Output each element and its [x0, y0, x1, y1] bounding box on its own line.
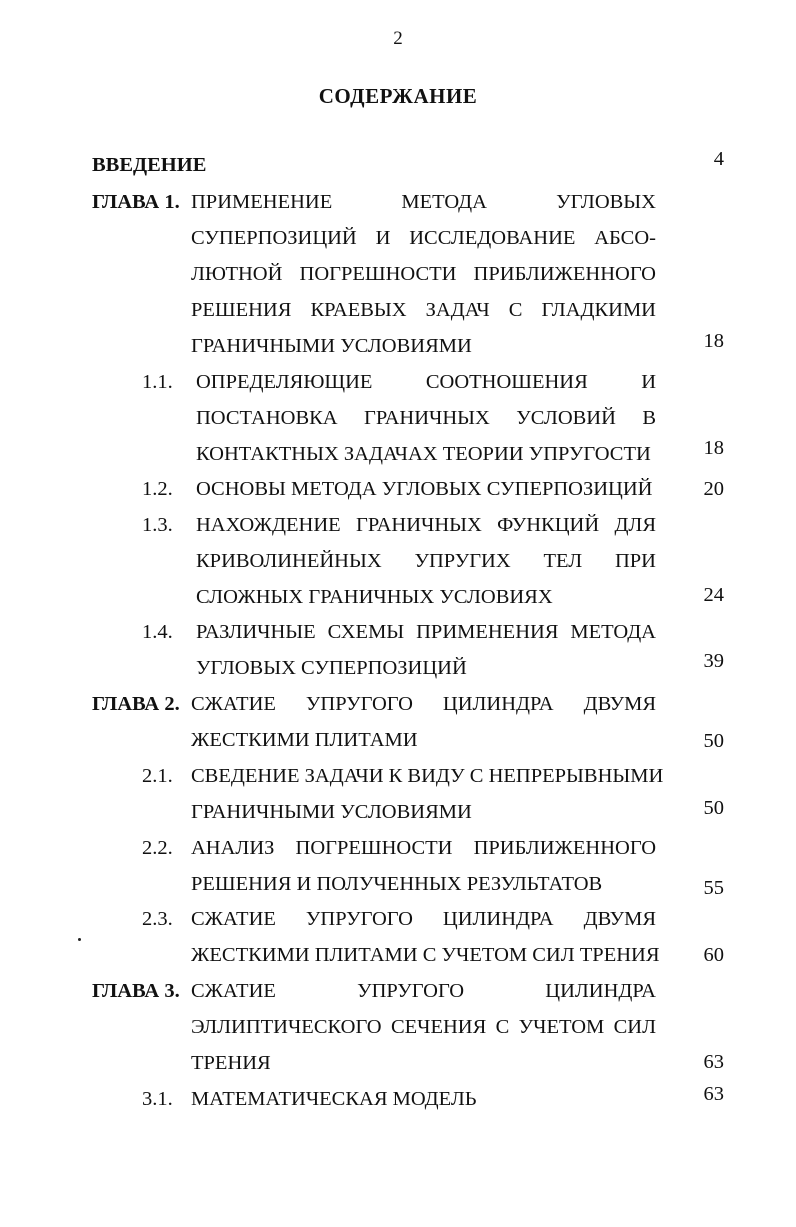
chapter-2-title-line: ЖЕСТКИМИ ПЛИТАМИ [191, 729, 418, 751]
chapter-1-title-line: СУПЕРПОЗИЦИЙ И ИССЛЕДОВАНИЕ АБСО- [191, 227, 656, 249]
chapter-3-title-line: СЖАТИЕ УПРУГОГО ЦИЛИНДРА [191, 980, 656, 1002]
intro-page: 4 [713, 148, 724, 170]
chapter-2-page: 50 [703, 730, 724, 752]
chapter-1-title-line: ГРАНИЧНЫМИ УСЛОВИЯМИ [191, 335, 472, 357]
chapter-1-page: 18 [703, 330, 724, 352]
section-1-1-page: 18 [703, 437, 724, 459]
chapter-3-title-line: ЭЛЛИПТИЧЕСКОГО СЕЧЕНИЯ С УЧЕТОМ СИЛ [191, 1016, 656, 1038]
chapter-1-title-line: ПРИМЕНЕНИЕ МЕТОДА УГЛОВЫХ [191, 191, 656, 213]
chapter-3-page: 63 [703, 1051, 724, 1073]
section-3-1-page: 63 [703, 1083, 724, 1105]
scan-speck [78, 938, 81, 941]
section-2-3-title-line: ЖЕСТКИМИ ПЛИТАМИ С УЧЕТОМ СИЛ ТРЕНИЯ [191, 944, 660, 966]
section-3-1-title-line: МАТЕМАТИЧЕСКАЯ МОДЕЛЬ [191, 1088, 477, 1110]
section-2-3-number: 2.3. [142, 908, 173, 930]
chapter-1-label: ГЛАВА 1. [92, 191, 180, 213]
section-1-4-title-line: РАЗЛИЧНЫЕ СХЕМЫ ПРИМЕНЕНИЯ МЕТОДА [196, 621, 656, 643]
section-2-2-title-line: АНАЛИЗ ПОГРЕШНОСТИ ПРИБЛИЖЕННОГО [191, 837, 656, 859]
intro-label: ВВЕДЕНИЕ [92, 154, 207, 176]
section-2-3-page: 60 [703, 944, 724, 966]
section-1-2-page: 20 [703, 478, 724, 500]
toc-title: СОДЕРЖАНИЕ [318, 84, 478, 108]
section-1-3-number: 1.3. [142, 514, 173, 536]
section-1-2-number: 1.2. [142, 478, 173, 500]
section-1-1-number: 1.1. [142, 371, 173, 393]
section-1-4-page: 39 [703, 650, 724, 672]
section-1-3-page: 24 [703, 584, 724, 606]
section-2-3-title-line: СЖАТИЕ УПРУГОГО ЦИЛИНДРА ДВУМЯ [191, 908, 656, 930]
section-2-2-title-line: РЕШЕНИЯ И ПОЛУЧЕННЫХ РЕЗУЛЬТАТОВ [191, 873, 603, 895]
chapter-1-title-line: ЛЮТНОЙ ПОГРЕШНОСТИ ПРИБЛИЖЕННОГО [191, 263, 656, 285]
section-1-1-title-line: КОНТАКТНЫХ ЗАДАЧАХ ТЕОРИИ УПРУГОСТИ [196, 443, 651, 465]
chapter-2-title-line: СЖАТИЕ УПРУГОГО ЦИЛИНДРА ДВУМЯ [191, 693, 656, 715]
section-2-1-number: 2.1. [142, 765, 173, 787]
section-2-1-page: 50 [703, 797, 724, 819]
section-1-3-title-line: КРИВОЛИНЕЙНЫХ УПРУГИХ ТЕЛ ПРИ [196, 550, 656, 572]
page-number: 2 [393, 28, 403, 49]
section-3-1-number: 3.1. [142, 1088, 173, 1110]
section-1-3-title-line: СЛОЖНЫХ ГРАНИЧНЫХ УСЛОВИЯХ [196, 586, 553, 608]
section-1-2-title-line: ОСНОВЫ МЕТОДА УГЛОВЫХ СУПЕРПОЗИЦИЙ [196, 478, 653, 500]
section-1-3-title-line: НАХОЖДЕНИЕ ГРАНИЧНЫХ ФУНКЦИЙ ДЛЯ [196, 514, 656, 536]
chapter-3-title-line: ТРЕНИЯ [191, 1052, 271, 1074]
section-2-1-title-line: ГРАНИЧНЫМИ УСЛОВИЯМИ [191, 801, 472, 823]
section-2-2-page: 55 [703, 877, 724, 899]
section-1-4-title-line: УГЛОВЫХ СУПЕРПОЗИЦИЙ [196, 657, 467, 679]
section-1-4-number: 1.4. [142, 621, 173, 643]
section-2-1-title-line: СВЕДЕНИЕ ЗАДАЧИ К ВИДУ С НЕПРЕРЫВНЫМИ [191, 765, 664, 787]
section-1-1-title-line: ПОСТАНОВКА ГРАНИЧНЫХ УСЛОВИЙ В [196, 407, 656, 429]
chapter-1-title-line: РЕШЕНИЯ КРАЕВЫХ ЗАДАЧ С ГЛАДКИМИ [191, 299, 656, 321]
section-1-1-title-line: ОПРЕДЕЛЯЮЩИЕ СООТНОШЕНИЯ И [196, 371, 656, 393]
chapter-3-label: ГЛАВА 3. [92, 980, 180, 1002]
chapter-2-label: ГЛАВА 2. [92, 693, 180, 715]
section-2-2-number: 2.2. [142, 837, 173, 859]
